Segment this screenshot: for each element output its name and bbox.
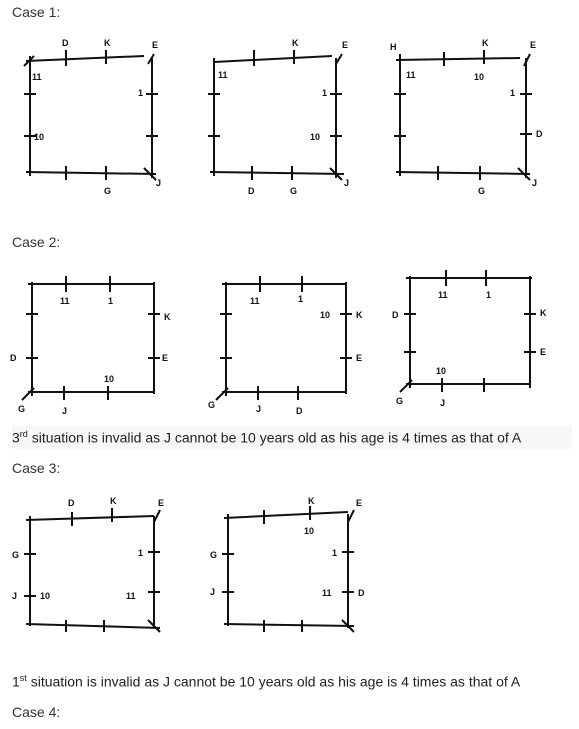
label: 11 bbox=[406, 70, 416, 80]
label: K bbox=[356, 310, 363, 320]
label: 11 bbox=[438, 290, 448, 300]
label: D bbox=[62, 38, 69, 48]
label: G bbox=[104, 186, 112, 196]
label: K bbox=[540, 308, 547, 318]
case3-diagram-2 bbox=[202, 492, 377, 642]
label: K bbox=[292, 38, 299, 48]
case-4-title: Case 4: bbox=[12, 704, 61, 720]
label: 1 bbox=[486, 290, 492, 300]
label: D bbox=[68, 498, 75, 508]
label: 10 bbox=[304, 526, 315, 536]
label: H bbox=[390, 42, 397, 52]
label: E bbox=[530, 40, 537, 50]
case2-diagram-1 bbox=[4, 268, 169, 416]
label: J bbox=[62, 406, 68, 416]
ordinal-suffix: st bbox=[19, 673, 27, 683]
label: J bbox=[440, 398, 446, 408]
label: E bbox=[540, 347, 547, 357]
label: E bbox=[356, 353, 363, 363]
label: 10 bbox=[310, 132, 321, 142]
label: J bbox=[344, 178, 350, 188]
label: 10 bbox=[40, 591, 51, 601]
label: 10 bbox=[474, 72, 485, 82]
label: 1 bbox=[138, 88, 144, 98]
label: 11 bbox=[322, 588, 332, 598]
label: 10 bbox=[34, 132, 45, 142]
label: K bbox=[308, 496, 315, 506]
label: G bbox=[210, 550, 218, 560]
label: 1 bbox=[322, 88, 328, 98]
label: E bbox=[342, 40, 349, 50]
label: E bbox=[158, 498, 165, 508]
case1-diagram-3 bbox=[388, 36, 548, 196]
ordinal-suffix: rd bbox=[19, 429, 28, 439]
note-text: situation is invalid as J cannot be 10 years old as his age is 4 times as that of A bbox=[27, 429, 522, 446]
label: 10 bbox=[436, 366, 447, 376]
case-3-title: Case 3: bbox=[12, 460, 61, 476]
note-text: situation is invalid as J cannot be 10 years old as his age is 4 times as that of A bbox=[26, 673, 521, 690]
label: J bbox=[256, 404, 262, 414]
label: K bbox=[110, 496, 117, 506]
label: 11 bbox=[32, 72, 42, 82]
case-1-title: Case 1: bbox=[12, 4, 61, 20]
ordinal: 3 bbox=[12, 429, 20, 446]
case1-diagram-1 bbox=[16, 36, 166, 196]
label: 1 bbox=[510, 88, 516, 98]
label: D bbox=[358, 588, 365, 598]
label: 11 bbox=[126, 591, 136, 601]
invalid-note-1 bbox=[12, 426, 572, 449]
label: D bbox=[536, 129, 543, 139]
label: G bbox=[478, 186, 486, 196]
label: 1 bbox=[108, 296, 114, 306]
label: D bbox=[10, 353, 17, 363]
label: J bbox=[210, 587, 216, 597]
label: 10 bbox=[104, 374, 115, 384]
label: 11 bbox=[250, 296, 260, 306]
label: K bbox=[482, 38, 489, 48]
label: D bbox=[248, 186, 255, 196]
label: G bbox=[12, 550, 20, 560]
case3-diagram-1 bbox=[4, 492, 179, 642]
label: E bbox=[356, 498, 363, 508]
label: G bbox=[396, 396, 404, 406]
case2-diagram-3 bbox=[386, 262, 556, 410]
invalid-note-2 bbox=[12, 670, 572, 693]
label: 1 bbox=[298, 294, 304, 304]
label: 1 bbox=[138, 548, 144, 558]
label: 11 bbox=[218, 70, 228, 80]
label: 1 bbox=[332, 548, 338, 558]
label: D bbox=[392, 310, 399, 320]
ordinal: 1 bbox=[12, 673, 20, 690]
label: G bbox=[208, 400, 216, 410]
label: 11 bbox=[60, 296, 70, 306]
label: G bbox=[18, 404, 26, 414]
label: 10 bbox=[320, 310, 331, 320]
case2-diagram-2 bbox=[200, 268, 375, 416]
label: D bbox=[296, 406, 303, 416]
label: G bbox=[290, 186, 298, 196]
label: K bbox=[164, 312, 171, 322]
label: E bbox=[152, 40, 159, 50]
label: J bbox=[12, 591, 18, 601]
label: J bbox=[532, 178, 538, 188]
label: J bbox=[156, 178, 162, 188]
case-2-title: Case 2: bbox=[12, 234, 61, 250]
case1-diagram-2 bbox=[204, 36, 354, 196]
label: K bbox=[104, 38, 111, 48]
label: E bbox=[162, 353, 169, 363]
